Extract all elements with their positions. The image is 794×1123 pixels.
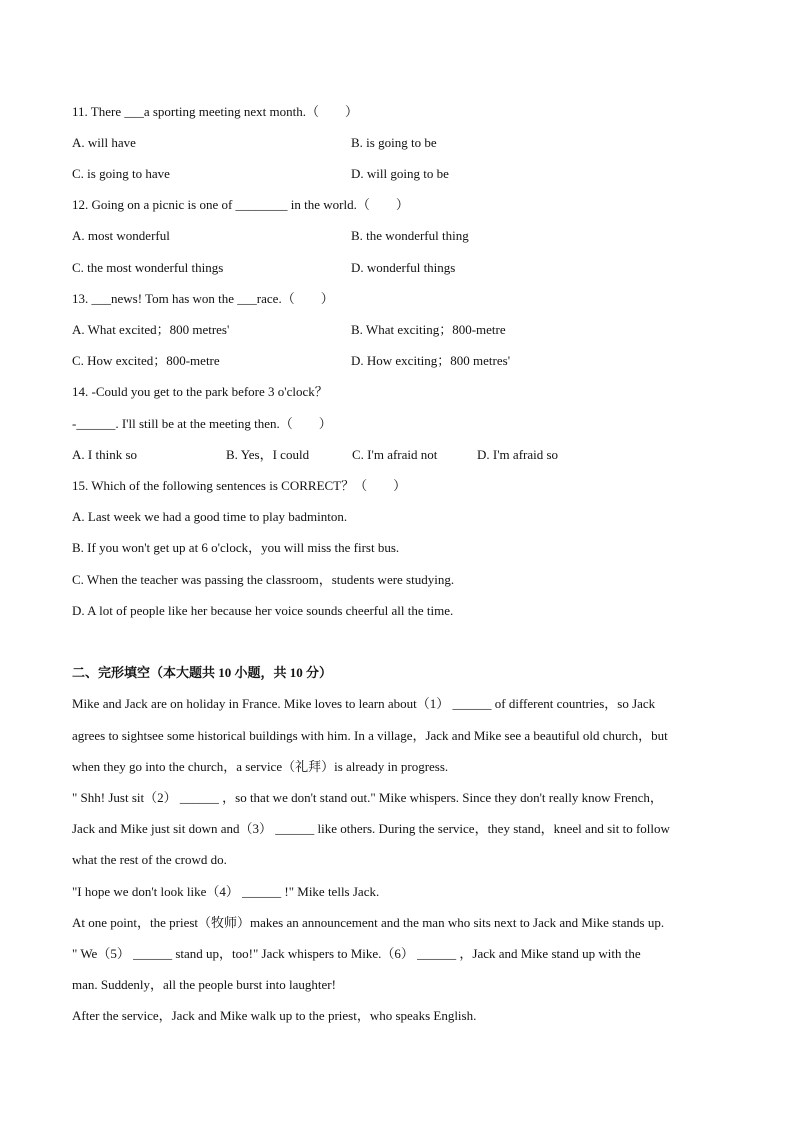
question-13-stem: 13. ___news! Tom has won the ___race.（ ） [72, 291, 334, 306]
question-11-option-d: D. will going to be [351, 166, 449, 181]
question-12-option-d: D. wonderful things [351, 260, 456, 275]
passage-line: " We（5） ______ stand up，too!" Jack whispers to Mike.（6） ______ ，Jack and Mike stand up with the [72, 946, 641, 961]
question-12-stem: 12. Going on a picnic is one of ________ in the world.（ ） [72, 197, 409, 212]
question-14-option-a: A. I think so [72, 447, 137, 462]
question-15-stem: 15. Which of the following sentences is CORRECT？（ ） [72, 478, 407, 493]
question-15-option-a: A. Last week we had a good time to play badminton. [72, 509, 348, 524]
passage-line: At one point，the priest（牧师）makes an announcement and the man who sits next to Jack and Mike stands up. [72, 915, 665, 930]
question-12-option-a: A. most wonderful [72, 228, 170, 243]
passage-line: After the service，Jack and Mike walk up to the priest，who speaks English. [72, 1008, 477, 1023]
question-15-option-b: B. If you won't get up at 6 o'clock，you will miss the first bus. [72, 540, 400, 555]
question-15-option-c: C. When the teacher was passing the classroom，students were studying. [72, 572, 455, 587]
question-14-option-d: D. I'm afraid so [477, 447, 559, 462]
question-12-option-c: C. the most wonderful things [72, 260, 224, 275]
question-11-option-c: C. is going to have [72, 166, 170, 181]
question-15-option-d: D. A lot of people like her because her voice sounds cheerful all the time. [72, 603, 454, 618]
passage-line: when they go into the church，a service（礼拜）is already in progress. [72, 759, 449, 774]
passage-line: " Shh! Just sit（2） ______ ，so that we don't stand out." Mike whispers. Since they don't really know French， [72, 790, 663, 805]
question-14-option-b: B. Yes，I could [226, 447, 310, 462]
passage-line: "I hope we don't look like（4） ______ !" Mike tells Jack. [72, 884, 380, 899]
question-12-option-b: B. the wonderful thing [351, 228, 469, 243]
question-11-option-b: B. is going to be [351, 135, 437, 150]
question-13-option-d: D. How exciting；800 metres' [351, 353, 511, 368]
passage-line: Jack and Mike just sit down and（3） ______ like others. During the service，they stand，kneel and sit to follow [72, 821, 670, 836]
passage-line: Mike and Jack are on holiday in France. Mike loves to learn about（1） ______ of different countries，so Jack [72, 696, 656, 711]
question-13-option-c: C. How excited；800-metre [72, 353, 220, 368]
question-11-stem: 11. There ___a sporting meeting next month.（ ） [72, 104, 358, 119]
question-14-stem-response: -______. I'll still be at the meeting then.（ ） [72, 416, 332, 431]
question-13-option-a: A. What excited；800 metres' [72, 322, 230, 337]
question-11-option-a: A. will have [72, 135, 136, 150]
question-13-option-b: B. What exciting；800-metre [351, 322, 506, 337]
passage-line: what the rest of the crowd do. [72, 852, 227, 867]
passage-line: agrees to sightsee some historical buildings with him. In a village，Jack and Mike see a beautiful old church，but [72, 728, 668, 743]
section-heading-cloze: 二、完形填空（本大题共 10 小题，共 10 分） [72, 665, 333, 680]
question-14-stem: 14. -Could you get to the park before 3 o'clock？ [72, 384, 328, 399]
passage-line: man. Suddenly，all the people burst into laughter! [72, 977, 336, 992]
question-14-option-c: C. I'm afraid not [352, 447, 438, 462]
